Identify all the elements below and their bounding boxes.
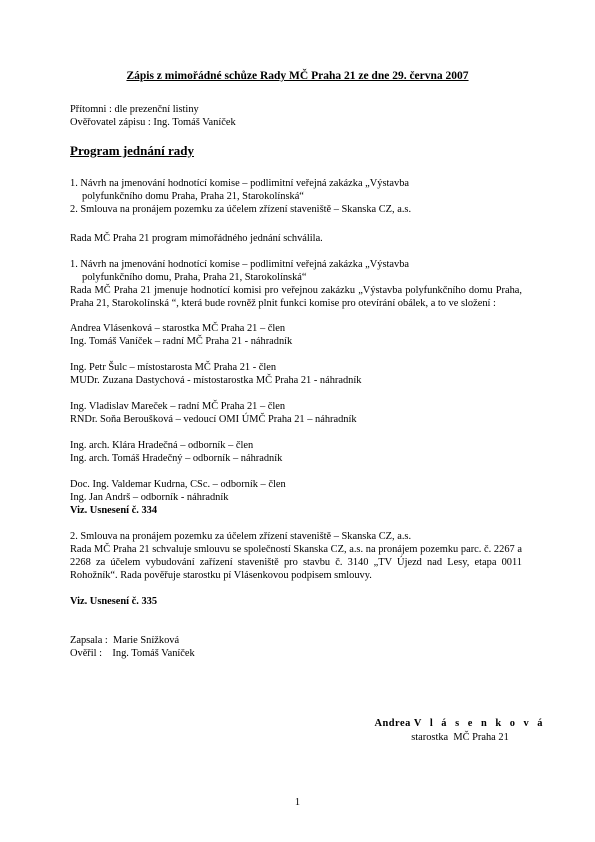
signature-role: starostka MČ Praha 21 (411, 732, 509, 743)
member-line: Ing. Vladislav Mareček – radní MČ Praha 21 – člen (70, 401, 286, 412)
member-line: RNDr. Soňa Beroušková – vedoucí OMI ÚMČ Praha 21 – náhradník (70, 414, 357, 425)
program-heading: Program jednání rady (70, 143, 194, 158)
document-title: Zápis z mimořádné schůze Rady MČ Praha 21 ze dne 29. června 2007 (126, 70, 469, 82)
member-line: Ing. arch. Klára Hradečná – odborník – člen (70, 440, 254, 451)
member-line: Doc. Ing. Valdemar Kudrna, CSc. – odborník – člen (70, 479, 286, 490)
item2-text: Rada MČ Praha 21 schvaluje smlouvu se společností Skanska CZ, a.s. na pronájem pozemku parc. č. 2267 a 2268 za účelem vybudování zařízení staveniště pro stavbu č. 3140 „TV Újezd nad Lesy, etapa 0011 Rohožník“. Rada pověřuje starostku pí Vlásenkovou podpisem smlouvy. (70, 544, 522, 581)
program-approved: Rada MČ Praha 21 program mimořádného jednání schválila. (70, 233, 323, 244)
member-line: Ing. Petr Šulc – místostarosta MČ Praha 21 - člen (70, 362, 277, 373)
verifier-line: Ověřovatel zápisu : Ing. Tomáš Vaníček (70, 117, 236, 128)
member-line: Ing. arch. Tomáš Hradečný – odborník – náhradník (70, 453, 283, 464)
resolution-334: Viz. Usnesení č. 334 (70, 505, 158, 516)
recorded-by: Zapsala : Marie Snížková (70, 635, 180, 646)
page-number: 1 (294, 797, 301, 808)
item1-title: 1. Návrh na jmenování hodnotící komise – podlimitní veřejná zakázka „Výstavba (70, 259, 410, 270)
signature-name (360, 718, 560, 729)
program-item-1-cont: polyfunkčního domu Praha, Praha 21, Starokolínská“ (82, 191, 304, 202)
present-line: Přítomni : dle prezenční listiny (70, 104, 199, 115)
member-line: Andrea Vlásenková – starostka MČ Praha 21 – člen (70, 323, 286, 334)
program-item-1: 1. Návrh na jmenování hodnotící komise – podlimitní veřejná zakázka „Výstavba (70, 178, 410, 189)
signature-first-name: Andrea (374, 718, 411, 729)
member-line: Ing. Jan Andrš – odborník - náhradník (70, 492, 229, 503)
member-line: Ing. Tomáš Vaníček – radní MČ Praha 21 - náhradník (70, 336, 293, 347)
resolution-335: Viz. Usnesení č. 335 (70, 596, 158, 607)
item1-text: Rada MČ Praha 21 jmenuje hodnotící komisi pro veřejnou zakázku „Výstavba polyfunkčního domu Praha, Praha 21, Starokolínská “, která bude rovněž plnit funkci komise pro otevírání obálek, a to ve složení : (70, 285, 522, 309)
signature-surname: V l á s e n k o v á (413, 718, 546, 729)
member-line: MUDr. Zuzana Dastychová - místostarostka MČ Praha 21 - náhradník (70, 375, 362, 386)
verified-by: Ověřil : Ing. Tomáš Vaníček (70, 648, 195, 659)
program-item-2: 2. Smlouva na pronájem pozemku za účelem zřízení staveniště – Skanska CZ, a.s. (70, 204, 412, 215)
item1-title-cont: polyfunkčního domu, Praha, Praha 21, Starokolínská“ (82, 272, 307, 283)
item2-title: 2. Smlouva na pronájem pozemku za účelem zřízení staveniště – Skanska CZ, a.s. (70, 531, 412, 542)
